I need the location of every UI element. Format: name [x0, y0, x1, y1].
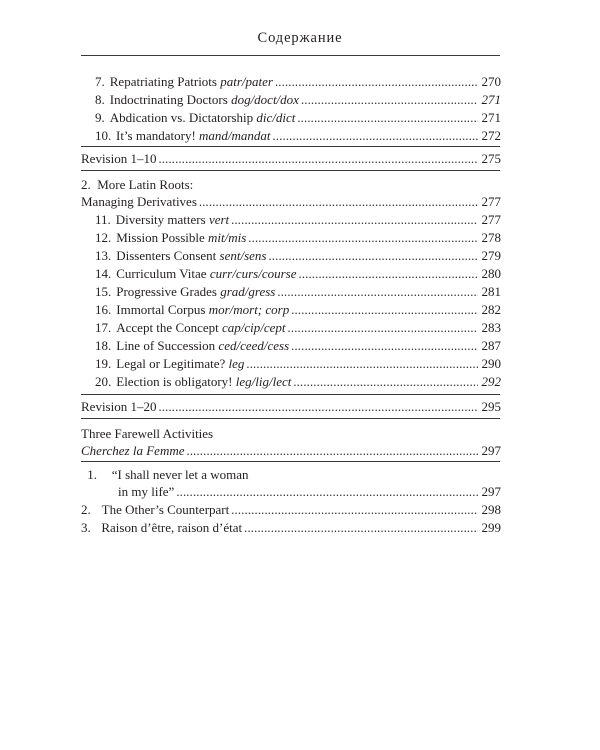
entry-title: Line of Succession ced/ceed/cess [116, 338, 290, 353]
leader-dots [273, 128, 478, 144]
entry-number: 3. [81, 520, 91, 535]
entry-page: 290 [481, 356, 501, 371]
section-heading: Three Farewell Activities [81, 426, 214, 441]
toc-entry[interactable] [95, 356, 501, 372]
entry-title: It’s mandatory! mand/mandat [116, 128, 271, 143]
entry-title: Legal or Legitimate? leg [116, 356, 245, 371]
entry-number: 1. [87, 467, 97, 482]
entry-root: leg [228, 356, 245, 371]
entry-number: 19. [95, 356, 112, 371]
toc-entry[interactable] [95, 92, 501, 108]
entry-page: 287 [481, 338, 501, 353]
section-title: More Latin Roots: [97, 177, 194, 192]
entry-root: sent/sens [219, 248, 267, 263]
toc-entry-revision[interactable] [81, 399, 501, 415]
entry-page: 277 [481, 194, 501, 209]
leader-dots [291, 338, 477, 354]
entry-page: 278 [481, 230, 501, 245]
toc-entry[interactable] [95, 128, 501, 144]
entry-number: 8. [95, 92, 105, 107]
entry-title: Dissenters Consent sent/sens [116, 248, 267, 263]
entry-title: “I shall never let a woman [111, 467, 249, 482]
entry-number: 14. [95, 266, 112, 281]
leader-dots [231, 212, 477, 228]
entry-title: Immortal Corpus mor/mort; corp [116, 302, 290, 317]
entry-title-continued: in my life” [118, 484, 175, 499]
section-divider [81, 170, 500, 171]
entry-number: 9. [95, 110, 105, 125]
entry-page: 271 [481, 110, 501, 125]
entry-number: 12. [95, 230, 112, 245]
entry-root: mit/mis [208, 230, 247, 245]
entry-title: Curriculum Vitae curr/curs/course [116, 266, 297, 281]
entry-page: 297 [481, 484, 501, 499]
entry-page: 279 [481, 248, 501, 263]
leader-dots [268, 248, 477, 264]
entry-page: 282 [481, 302, 501, 317]
leader-dots [246, 356, 477, 372]
entry-page: 292 [481, 374, 501, 389]
leader-dots [277, 284, 477, 300]
toc-entry[interactable] [95, 266, 501, 282]
toc-entry[interactable] [95, 230, 501, 246]
entry-page: 280 [481, 266, 501, 281]
section-heading [81, 177, 193, 193]
entry-title: Repatriating Patriots patr/pater [109, 74, 273, 89]
entry-title: Election is obligatory! leg/lig/lect [116, 374, 292, 389]
entry-number: 18. [95, 338, 112, 353]
toc-entry-revision[interactable] [81, 151, 501, 167]
entry-number: 7. [95, 74, 105, 89]
leader-dots [288, 320, 478, 336]
leader-dots [158, 151, 477, 167]
entry-page: 272 [481, 128, 501, 143]
leader-dots [299, 266, 478, 282]
entry-root: cap/cip/cept [222, 320, 286, 335]
toc-entry[interactable] [95, 284, 501, 300]
entry-root: leg/lig/lect [235, 374, 292, 389]
section-number: 2. [81, 177, 91, 192]
section-divider [81, 418, 500, 419]
toc-entry[interactable] [95, 302, 501, 318]
entry-title: Progressive Grades grad/gress [116, 284, 276, 299]
entry-root: mor/mort; corp [208, 302, 290, 317]
entry-root: dog/doct/dox [231, 92, 299, 107]
entry-page: 297 [481, 443, 501, 458]
entry-root: dic/dict [256, 110, 296, 125]
entry-root: mand/mandat [199, 128, 271, 143]
entry-root: ced/ceed/cess [218, 338, 290, 353]
toc-entry[interactable] [95, 248, 501, 264]
entry-title: Abdication vs. Dictatorship dic/dict [109, 110, 296, 125]
toc-entry[interactable] [81, 194, 501, 210]
entry-title: Indoctrinating Doctors dog/doct/dox [109, 92, 299, 107]
running-header: Содержание [257, 30, 343, 46]
entry-number: 17. [95, 320, 112, 335]
entry-page: 298 [481, 502, 501, 517]
entry-title: Cherchez la Femme [81, 443, 185, 458]
toc-entry[interactable] [81, 520, 501, 536]
leader-dots [244, 520, 477, 536]
leader-dots [187, 443, 478, 459]
entry-number: 20. [95, 374, 112, 389]
entry-number: 2. [81, 502, 91, 517]
entry-page: 277 [481, 212, 501, 227]
entry-page: 299 [481, 520, 501, 535]
header-rule [81, 55, 500, 56]
entry-root: curr/curs/course [209, 266, 297, 281]
leader-dots [158, 399, 477, 415]
section-divider [81, 394, 500, 395]
entry-title: Revision 1–10 [81, 151, 157, 166]
entry-number: 11. [95, 212, 111, 227]
toc-entry[interactable] [95, 74, 501, 90]
toc-entry[interactable] [81, 443, 501, 459]
entry-title: Managing Derivatives [81, 194, 197, 209]
entry-title: Accept the Concept cap/cip/cept [116, 320, 286, 335]
section-divider [81, 461, 500, 462]
leader-dots [297, 110, 477, 126]
entry-page: 281 [481, 284, 501, 299]
entry-number: 13. [95, 248, 112, 263]
entry-page: 275 [481, 151, 501, 166]
toc-entry-first-line [81, 467, 249, 483]
entry-title: Raison d’être, raison d’état [101, 520, 243, 535]
leader-dots [301, 92, 478, 108]
toc-entry[interactable] [95, 320, 501, 336]
entry-title: Revision 1–20 [81, 399, 157, 414]
entry-root: grad/gress [220, 284, 276, 299]
toc-entry[interactable] [95, 374, 501, 390]
toc-entry[interactable] [95, 212, 501, 228]
toc-entry[interactable] [95, 110, 501, 126]
entry-page: 270 [481, 74, 501, 89]
entry-root: patr/pater [220, 74, 273, 89]
entry-number: 16. [95, 302, 112, 317]
entry-number: 10. [95, 128, 112, 143]
leader-dots [291, 302, 477, 318]
toc-entry[interactable] [95, 338, 501, 354]
leader-dots [199, 194, 478, 210]
leader-dots [176, 484, 477, 500]
entry-page: 271 [481, 92, 501, 107]
entry-page: 295 [481, 399, 501, 414]
entry-title: The Other’s Counterpart [101, 502, 230, 517]
leader-dots [248, 230, 477, 246]
entry-page: 283 [481, 320, 501, 335]
entry-title: Mission Possible mit/mis [116, 230, 247, 245]
leader-dots [293, 374, 477, 390]
toc-entry[interactable] [118, 484, 501, 500]
entry-root: vert [208, 212, 230, 227]
entry-number: 15. [95, 284, 112, 299]
entry-title: Diversity matters vert [115, 212, 230, 227]
leader-dots [275, 74, 478, 90]
section-divider [81, 146, 500, 147]
toc-entry[interactable] [81, 502, 501, 518]
leader-dots [231, 502, 477, 518]
